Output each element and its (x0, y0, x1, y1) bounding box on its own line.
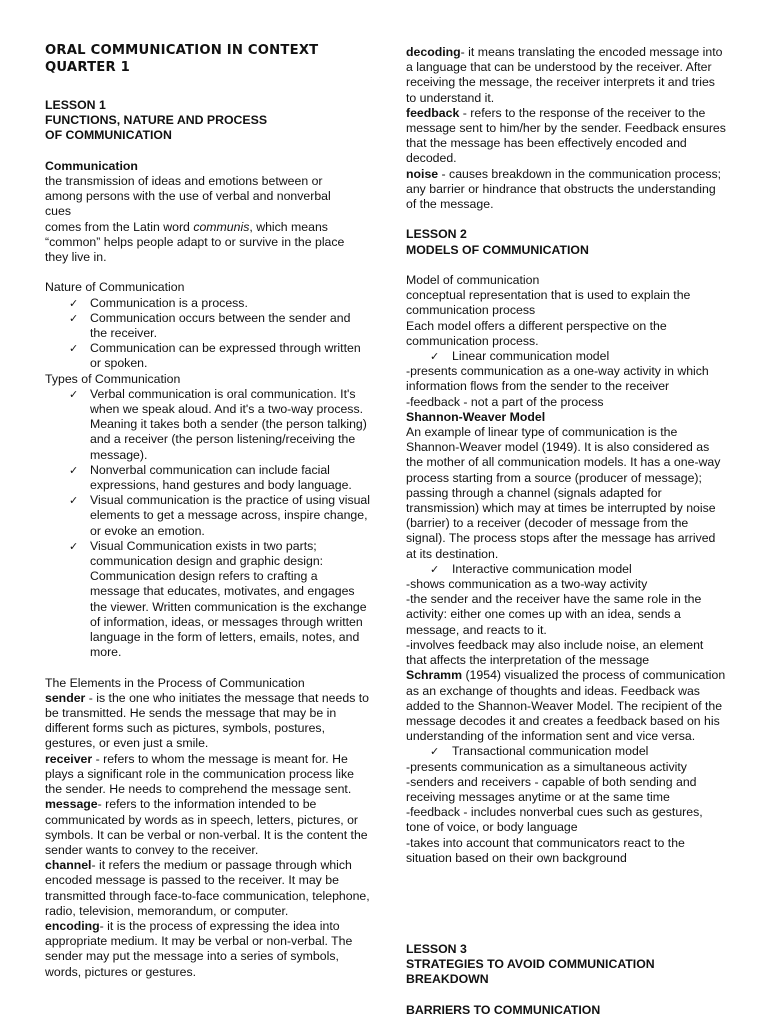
checkmark-icon: ✓ (430, 562, 440, 576)
checkmark-icon: ✓ (69, 342, 79, 356)
list-item-text: Communication can be expressed through written or spoken. (90, 341, 361, 371)
element-term: encoding (45, 918, 100, 933)
shannon-weaver-text: An example of linear type of communication is the Shannon-Weaver model (1949). It is also considered as the mother of all communication models. It has a one-way process starting from a source (producer of message); passing through a channel (signals adapted for transmission) which may at times be interrupted by noise (barrier) to a receiver (decoder of message from the signal). The process stops after the message has arrived at its destination. (406, 425, 721, 561)
list-item (45, 387, 370, 463)
interactive-model-text: Interactive communication model (452, 561, 632, 576)
element-term: receiver (45, 751, 93, 766)
types-list (45, 387, 370, 661)
schramm-text: (1954) visualized the process of communication as an exchange of thoughts and ideas. Feedback was added to the Shannon-Weaver Model. The recipient of the message decodes it and creates a feedback based on his understanding of the information sent and vice versa. (406, 668, 726, 744)
model-definition: conceptual representation that is used to explain the communication process (406, 288, 691, 318)
element-term: sender (45, 690, 86, 705)
schramm-term: Schramm (406, 668, 463, 683)
quarter-title: QUARTER 1 (45, 60, 131, 75)
linear-model-label (406, 349, 726, 364)
lesson2-label: LESSON 2 (406, 227, 467, 242)
list-item-text: Verbal communication is oral communication. It's when we speak aloud. And it's a two-way process. Meaning it takes both a sender (the person talking) and a receiver (the person listening/receiving the message). (90, 386, 367, 462)
element-text: - it is the process of expressing the idea into appropriate medium. It may be verbal or non-verbal. The sender may put the message into a series of symbols, words, pictures or gestures. (45, 918, 353, 979)
element-text: - it refers the medium or passage through which encoded message is passed to the receiver. It may be transmitted through face-to-face communication, telephone, radio, television, memorandum, or computer. (45, 858, 370, 918)
checkmark-icon: ✓ (430, 745, 440, 759)
transactional-model-text: Transactional communication model (452, 744, 649, 759)
element-definition (406, 167, 726, 213)
types-heading: Types of Communication (45, 371, 181, 386)
element-definition (406, 45, 726, 106)
element-text: - refers to the response of the receiver to the message sent to him/her by the sender. Feedback ensures that the message has been effectively encoded and decoded. (406, 105, 726, 166)
element-term: decoding (406, 45, 461, 59)
element-term: feedback (406, 105, 460, 120)
checkmark-icon: ✓ (69, 539, 79, 553)
transactional-point: -senders and receivers - capable of both sending and receiving messages anytime or at the same time (406, 774, 697, 804)
checkmark-icon: ✓ (430, 350, 440, 364)
list-item-text: Visual Communication exists in two parts; communication design and graphic design: Communication design refers to crafting a message that educates, motivates, and engages the viewer. Written communication is the exchange of information, ideas, or messages through written language in the form of letters, emails, notes, and more. (90, 538, 367, 660)
shannon-weaver-heading: Shannon-Weaver Model (406, 409, 546, 424)
checkmark-icon: ✓ (69, 296, 79, 310)
document-title: ORAL COMMUNICATION IN CONTEXT (45, 43, 319, 58)
element-definition (45, 919, 370, 980)
checkmark-icon: ✓ (69, 387, 79, 401)
checkmark-icon: ✓ (69, 311, 79, 325)
element-term: noise (406, 166, 439, 181)
element-definition (45, 797, 370, 858)
list-item-text: Communication occurs between the sender and the receiver. (90, 310, 351, 341)
elements-heading: The Elements in the Process of Communication (45, 675, 305, 690)
list-item-text: Visual communication is the practice of using visual elements to get a message across, inspire change, or evoke an emotion. (90, 493, 371, 538)
checkmark-icon: ✓ (69, 463, 79, 477)
checkmark-icon: ✓ (69, 494, 79, 508)
transactional-point: -presents communication as a simultaneous activity (406, 759, 687, 774)
communication-heading: Communication (45, 158, 138, 173)
list-item (45, 296, 370, 311)
transactional-point: -feedback - includes nonverbal cues such as gestures, tone of voice, or body language (406, 805, 703, 835)
lesson2-title: MODELS OF COMMUNICATION (406, 242, 589, 257)
lesson3-label: LESSON 3 (406, 941, 467, 956)
interactive-point: -the sender and the receiver have the same role in the activity: either one comes up with an idea, sends a message, and reacts to it. (406, 592, 702, 637)
element-text: - it means translating the encoded message into a language that can be understood by the receiver. After receiving the message, the receiver interprets it and tries to understand it. (406, 45, 723, 105)
interactive-point: -shows communication as a two-way activity (406, 577, 648, 592)
element-definition (406, 106, 726, 167)
transactional-point: -takes into account that communicators react to the situation based on their own background (406, 835, 685, 865)
nature-heading: Nature of Communication (45, 280, 185, 295)
list-item (45, 493, 370, 539)
linear-point: -presents communication as a one-way activity in which information flows from the sender to the receiver (406, 364, 709, 394)
lesson1-title: FUNCTIONS, NATURE AND PROCESS OF COMMUNICATION (45, 113, 268, 143)
element-text: - causes breakdown in the communication process; any barrier or hindrance that obstructs the understanding of the message. (406, 166, 722, 212)
etymology-text-a: comes from the Latin word (45, 219, 194, 234)
left-column (45, 42, 370, 980)
linear-model-text: Linear communication model (452, 349, 610, 364)
element-term: message (45, 797, 98, 812)
model-heading: Model of communication (406, 273, 540, 288)
linear-point: -feedback - not a part of the process (406, 394, 604, 409)
interactive-model-label (406, 562, 726, 577)
element-text: - refers to the information intended to be communicated by words as in speech, letters, pictures, or symbols. It can be verbal or non-verbal. It is the content the sender wants to convey to the receiver. (45, 797, 368, 857)
list-item (45, 539, 370, 661)
etymology-latin-word: communis (193, 219, 250, 234)
right-column (406, 45, 726, 1018)
lesson1-label: LESSON 1 (45, 98, 106, 112)
element-text: - is the one who initiates the message that needs to be transmitted. He sends the message that may be in different forms such as pictures, symbols, postures, gestures, or even just a smile. (45, 690, 370, 751)
interactive-point: -involves feedback may also include noise, an element that affects the interpretation of the message (406, 637, 704, 668)
transactional-model-label (406, 744, 726, 759)
element-definition (45, 691, 370, 752)
model-perspective: Each model offers a different perspective on the communication process. (406, 318, 667, 348)
element-definition (45, 858, 370, 919)
nature-list (45, 296, 370, 372)
communication-etymology (45, 220, 370, 266)
list-item-text: Communication is a process. (90, 295, 248, 310)
element-definition (45, 752, 370, 798)
lesson3-title: STRATEGIES TO AVOID COMMUNICATION BREAKDOWN (406, 957, 655, 987)
list-item (45, 463, 370, 493)
element-term: channel (45, 858, 92, 873)
list-item (45, 341, 370, 371)
etymology-text-b: , which means “common” helps people adapt to or survive in the place they live in. (45, 219, 345, 265)
communication-definition: the transmission of ideas and emotions between or among persons with the use of verbal and nonverbal cues (45, 174, 331, 219)
element-text: - refers to whom the message is meant for. He plays a significant role in the communication process like the sender. He needs to comprehend the message sent. (45, 751, 354, 797)
list-item-text: Nonverbal communication can include facial expressions, hand gestures and body language. (90, 462, 352, 493)
schramm-paragraph (406, 668, 726, 744)
barriers-heading: BARRIERS TO COMMUNICATION (406, 1002, 601, 1017)
list-item (45, 311, 370, 341)
